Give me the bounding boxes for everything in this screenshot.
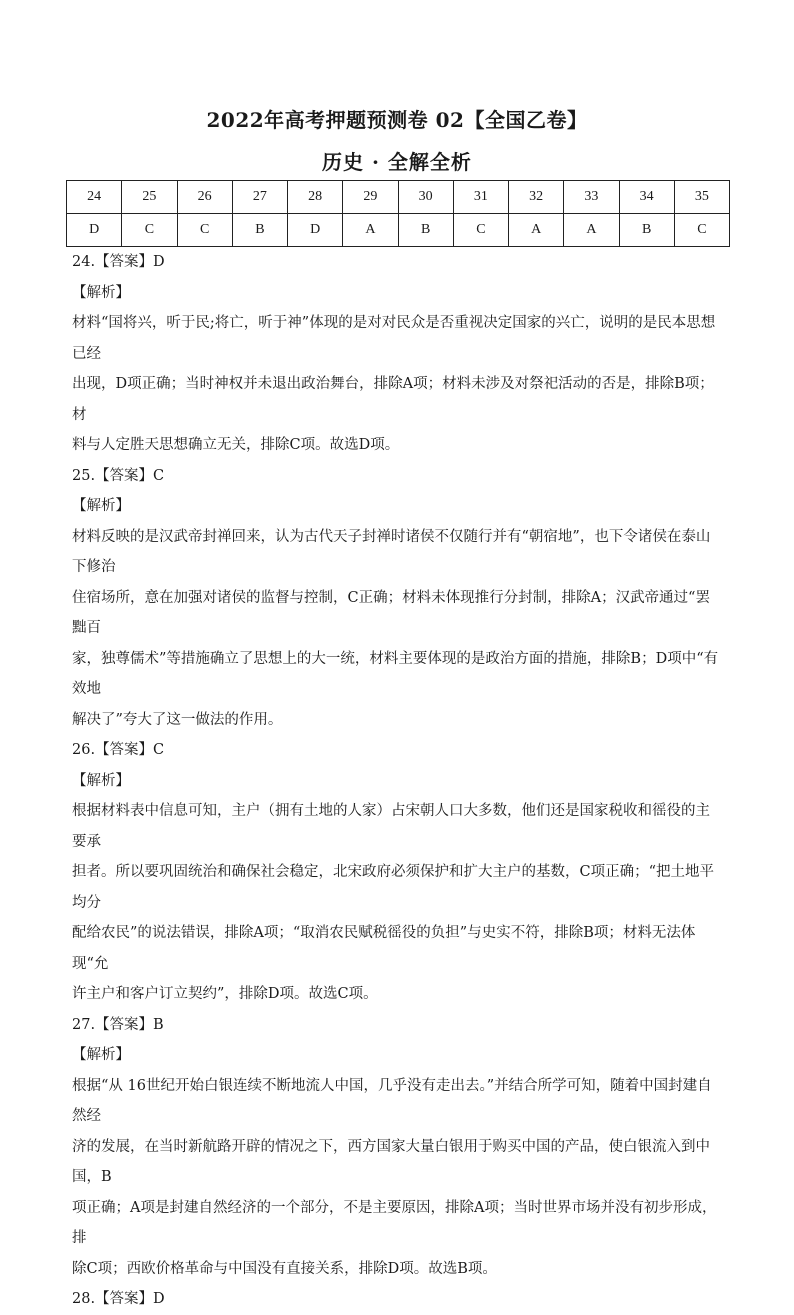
analysis-line: 料与人定胜天思想确立无关，排除C项。故选D项。 bbox=[72, 437, 400, 453]
answer-cell: C bbox=[674, 214, 729, 247]
question-number-row bbox=[67, 181, 730, 214]
question-number-cell: 30 bbox=[398, 181, 453, 214]
answer-heading: 24.【答案】D bbox=[72, 254, 165, 270]
answer-heading: 26.【答案】C bbox=[72, 742, 165, 758]
analysis-line: 项正确；A项是封建自然经济的一个部分，不是主要原因，排除A项；当时世界市场并没有初步形成，排 bbox=[72, 1199, 717, 1246]
question-number-cell: 35 bbox=[674, 181, 729, 214]
question-number-cell: 31 bbox=[453, 181, 508, 214]
analysis-line: 材料“国将兴，听于民;将亡，听于神”体现的是对对民众是否重视决定国家的兴亡，说明的是民本思想已经 bbox=[72, 315, 716, 362]
analysis-label: 【解析】 bbox=[72, 1047, 130, 1063]
analysis-line: 家，独尊儒术”等措施确立了思想上的大一统，材料主要体现的是政治方面的措施，排除B；D项中“有效地 bbox=[72, 650, 719, 697]
question-number-cell: 26 bbox=[177, 181, 232, 214]
page-title: 2022年高考押题预测卷 02【全国乙卷】 bbox=[206, 108, 588, 132]
analysis-line: 担者。所以要巩固统治和确保社会稳定，北宋政府必须保护和扩大主户的基数，C项正确；“把土地平均分 bbox=[72, 864, 715, 911]
question-number-cell: 24 bbox=[67, 181, 122, 214]
answer-cell: C bbox=[453, 214, 508, 247]
analysis-line: 解决了”夸大了这一做法的作用。 bbox=[72, 711, 283, 728]
analysis-line: 出现，D项正确；当时神权并未退出政治舞台，排除A项；材料未涉及对祭祀活动的否是，排除B项；材 bbox=[72, 376, 714, 423]
analysis-label: 【解析】 bbox=[72, 498, 130, 514]
answer-heading: 27.【答案】B bbox=[72, 1016, 164, 1033]
analysis-line: 配给农民”的说法错误，排除A项；“取消农民赋税徭役的负担”与史实不符，排除B项；材料无法体现“允 bbox=[72, 925, 696, 972]
analysis-line: 根据材料表中信息可知，主户（拥有土地的人家）占宋朝人口大多数，他们还是国家税收和徭役的主要承 bbox=[72, 803, 710, 850]
answer-cell: B bbox=[232, 214, 287, 247]
analysis-label: 【解析】 bbox=[72, 772, 130, 789]
page-subtitle: 历史 · 全解全析 bbox=[322, 150, 472, 174]
analysis-content bbox=[72, 247, 724, 1315]
analysis-line: 住宿场所，意在加强对诸侯的监督与控制，C正确；材料未体现推行分封制，排除A；汉武帝通过“罢黜百 bbox=[72, 589, 710, 636]
answer-key-table bbox=[66, 180, 730, 247]
analysis-line: 济的发展，在当时新航路开辟的情况之下，西方国家大量白银用于购买中国的产品，使白银流入到中国，B bbox=[72, 1138, 710, 1185]
answer-cell: C bbox=[122, 214, 177, 247]
question-number-cell: 28 bbox=[288, 181, 343, 214]
answer-cell: C bbox=[177, 214, 232, 247]
answer-cell: A bbox=[564, 214, 619, 247]
question-number-cell: 27 bbox=[232, 181, 287, 214]
answer-cell: D bbox=[67, 214, 122, 247]
analysis-label: 【解析】 bbox=[72, 284, 130, 301]
answer-cell: B bbox=[398, 214, 453, 247]
question-number-cell: 29 bbox=[343, 181, 398, 214]
answer-heading: 28.【答案】D bbox=[72, 1291, 165, 1307]
question-number-cell: 33 bbox=[564, 181, 619, 214]
answer-cell: A bbox=[509, 214, 564, 247]
question-number-cell: 32 bbox=[509, 181, 564, 214]
answer-row bbox=[67, 214, 730, 247]
analysis-line: 许主户和客户订立契约”，排除D项。故选C项。 bbox=[72, 986, 378, 1002]
analysis-line: 除C项；西欧价格革命与中国没有直接关系，排除D项。故选B项。 bbox=[72, 1260, 497, 1277]
answer-heading: 25.【答案】C bbox=[72, 467, 165, 484]
question-number-cell: 34 bbox=[619, 181, 674, 214]
question-number-cell: 25 bbox=[122, 181, 177, 214]
analysis-line: 根据“从 16世纪开始白银连续不断地流人中国，几乎没有走出去。”并结合所学可知，随着中国封建自然经 bbox=[72, 1077, 712, 1124]
answer-cell: B bbox=[619, 214, 674, 247]
analysis-line: 材料反映的是汉武帝封禅回来，认为古代天子封禅时诸侯不仅随行并有“朝宿地”，也下令诸侯在泰山下修治 bbox=[72, 528, 711, 575]
answer-cell: D bbox=[288, 214, 343, 247]
answer-cell: A bbox=[343, 214, 398, 247]
